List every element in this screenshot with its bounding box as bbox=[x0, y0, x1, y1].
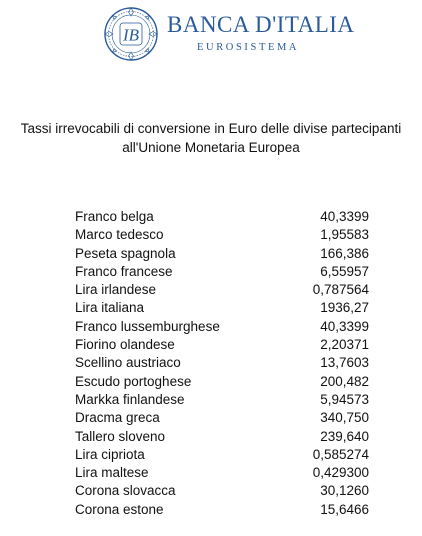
currency-name: Dracma greca bbox=[75, 410, 160, 426]
currency-name: Tallero sloveno bbox=[75, 428, 166, 444]
currency-name: Franco belga bbox=[75, 209, 154, 224]
rate-row bbox=[75, 501, 369, 519]
rate-row bbox=[75, 263, 369, 281]
conversion-rate: 13,7603 bbox=[320, 355, 369, 371]
currency-name: Markka finlandese bbox=[75, 391, 185, 407]
currency-name: Corona estone bbox=[75, 501, 164, 517]
rate-row bbox=[75, 281, 369, 299]
conversion-rates-list bbox=[75, 208, 369, 519]
rate-row bbox=[75, 464, 369, 482]
currency-name: Lira maltese bbox=[75, 465, 149, 481]
conversion-rate: 40,3399 bbox=[320, 318, 369, 334]
banca-d-italia-logo bbox=[103, 6, 355, 62]
rate-row bbox=[75, 354, 369, 372]
rate-row bbox=[75, 482, 369, 500]
svg-text:IB: IB bbox=[122, 25, 140, 45]
rate-row bbox=[75, 336, 369, 354]
conversion-rate: 5,94573 bbox=[320, 391, 369, 407]
rate-row bbox=[75, 391, 369, 409]
currency-name: Fiorino olandese bbox=[75, 337, 175, 353]
conversion-rate: 239,640 bbox=[320, 428, 369, 444]
conversion-rate: 0,787564 bbox=[312, 282, 369, 298]
rate-row bbox=[75, 245, 369, 263]
currency-name: Scellino austriaco bbox=[75, 355, 181, 371]
currency-name: Corona slovacca bbox=[75, 483, 176, 499]
currency-name: Escudo portoghese bbox=[75, 373, 192, 389]
currency-name: Lira italiana bbox=[75, 300, 145, 316]
conversion-rate: 1936,27 bbox=[320, 300, 369, 316]
rate-row bbox=[75, 428, 369, 446]
rate-row bbox=[75, 409, 369, 427]
logo-subtitle: EUROSISTEMA bbox=[197, 42, 300, 53]
conversion-rate: 30,1260 bbox=[320, 483, 369, 499]
currency-name: Marco tedesco bbox=[75, 227, 164, 243]
rate-row bbox=[75, 373, 369, 391]
rate-row bbox=[75, 208, 369, 226]
conversion-rate: 0,429300 bbox=[312, 465, 369, 481]
currency-name: Lira cipriota bbox=[75, 446, 145, 462]
currency-name: Franco lussemburghese bbox=[75, 318, 220, 334]
conversion-rate: 0,585274 bbox=[312, 446, 369, 462]
currency-name: Franco francese bbox=[75, 263, 173, 279]
conversion-rate: 15,6466 bbox=[320, 501, 369, 517]
page-heading bbox=[0, 119, 422, 157]
conversion-rate: 6,55957 bbox=[320, 263, 369, 279]
conversion-rate: 1,95583 bbox=[320, 227, 369, 243]
rate-row bbox=[75, 446, 369, 464]
currency-name: Lira irlandese bbox=[75, 282, 157, 298]
currency-name: Peseta spagnola bbox=[75, 245, 176, 261]
rate-row bbox=[75, 299, 369, 317]
bi-monogram-emblem-icon bbox=[103, 6, 159, 62]
conversion-rate: 2,20371 bbox=[320, 337, 369, 353]
conversion-rate: 200,482 bbox=[320, 373, 369, 389]
conversion-rate: 340,750 bbox=[320, 410, 369, 426]
heading-line-1: Tassi irrevocabili di conversione in Euro delle divise partecipanti bbox=[20, 121, 402, 136]
rate-row bbox=[75, 318, 369, 336]
conversion-rate: 40,3399 bbox=[320, 209, 369, 224]
conversion-rate: 166,386 bbox=[320, 245, 369, 261]
rate-row bbox=[75, 226, 369, 244]
logo-name: BANCA D'ITALIA bbox=[167, 12, 355, 37]
heading-line-2: all'Unione Monetaria Europea bbox=[122, 140, 300, 155]
